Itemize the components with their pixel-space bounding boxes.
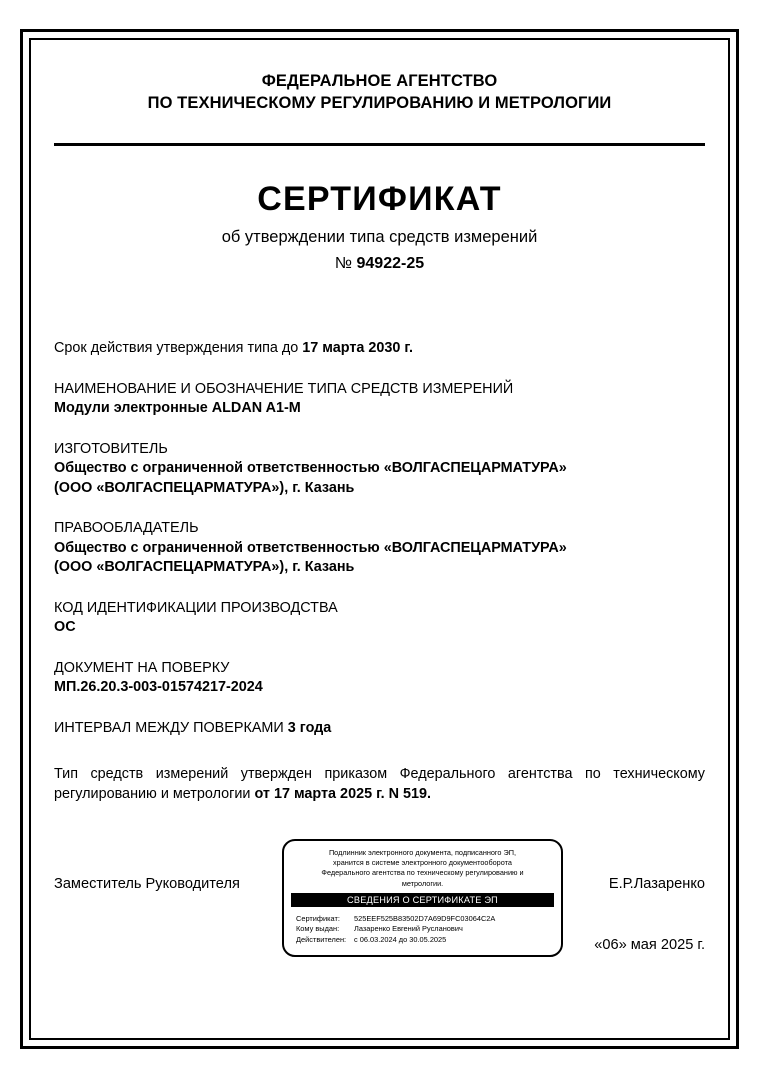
field-verification-document-value: МП.26.20.3-003-01574217-2024	[54, 679, 263, 695]
electronic-signature-stamp	[282, 839, 563, 957]
field-verification-interval-label: ИНТЕРВАЛ МЕЖДУ ПОВЕРКАМИ	[54, 719, 284, 736]
certificate-number-value: 94922-25	[356, 255, 425, 272]
stamp-notice-line4: метрологии.	[401, 878, 444, 888]
stamp-certificate-row	[296, 914, 561, 924]
certificate-content	[54, 45, 705, 1035]
agency-heading	[54, 70, 705, 114]
field-verification-document-label: ДОКУМЕНТ НА ПОВЕРКУ	[54, 659, 230, 676]
field-validity-value: 17 марта 2030 г.	[302, 340, 413, 356]
stamp-notice-line3: Федерального агентства по техническому регулированию и	[321, 868, 524, 878]
stamp-validity-key: Действителен:	[296, 934, 347, 944]
stamp-notice	[294, 848, 551, 889]
field-rights-holder-label: ПРАВООБЛАДАТЕЛЬ	[54, 520, 199, 536]
stamp-issued-to-value: Лазаренко Евгений Русланович	[354, 924, 463, 934]
field-verification-document	[54, 659, 705, 698]
field-production-code-label: КОД ИДЕНТИФИКАЦИИ ПРОИЗВОДСТВА	[54, 599, 338, 616]
field-manufacturer-value-line2: (ООО «ВОЛГАСПЕЦАРМАТУРА»), г. Казань	[54, 479, 355, 496]
stamp-issued-to-row	[296, 924, 561, 934]
field-manufacturer	[54, 440, 705, 499]
signature-row	[54, 837, 705, 957]
certificate-fields	[54, 339, 705, 738]
stamp-banner: СВЕДЕНИЯ О СЕРТИФИКАТЕ ЭП	[291, 893, 554, 907]
stamp-notice-line1: Подлинник электронного документа, подписанного ЭП,	[328, 848, 517, 857]
document-date: «06» мая 2025 г.	[594, 937, 705, 953]
agency-heading-line2: ПО ТЕХНИЧЕСКОМУ РЕГУЛИРОВАНИЮ И МЕТРОЛОГИИ	[147, 94, 612, 112]
stamp-certificate-value: 525EEF525B83502D7A69D9FC03064C2A	[354, 913, 496, 923]
agency-heading-line1: ФЕДЕРАЛЬНОЕ АГЕНТСТВО	[261, 72, 498, 90]
field-name-designation-label: НАИМЕНОВАНИЕ И ОБОЗНАЧЕНИЕ ТИПА СРЕДСТВ ИЗМЕРЕНИЙ	[54, 380, 514, 397]
field-name-designation	[54, 380, 705, 419]
certificate-number-prefix: №	[334, 255, 353, 272]
certificate-title: СЕРТИФИКАТ	[257, 180, 502, 218]
signatory-title: Заместитель Руководителя	[54, 876, 240, 892]
field-rights-holder	[54, 519, 705, 578]
approval-order-reference: от 17 марта 2025 г. N 519.	[254, 786, 432, 802]
stamp-validity-row	[296, 935, 561, 945]
approval-order-paragraph	[54, 764, 705, 804]
field-validity	[54, 339, 705, 359]
field-production-code-value: ОС	[54, 619, 76, 635]
field-rights-holder-value-line2: (ООО «ВОЛГАСПЕЦАРМАТУРА»), г. Казань	[54, 559, 355, 575]
stamp-notice-line2: хранится в системе электронного документооборота	[333, 858, 512, 868]
field-manufacturer-label: ИЗГОТОВИТЕЛЬ	[54, 440, 168, 457]
stamp-issued-to-key: Кому выдан:	[296, 924, 340, 934]
field-validity-label: Срок действия утверждения типа до	[54, 340, 299, 356]
certificate-number	[54, 255, 705, 273]
stamp-certificate-details	[296, 914, 561, 945]
stamp-certificate-key: Сертификат:	[296, 913, 340, 923]
approval-order-text: Тип средств измерений утвержден приказом Федерального агентства по техническому регулированию и метрологии	[54, 766, 705, 802]
signatory-name: Е.Р.Лазаренко	[608, 876, 705, 892]
field-verification-interval	[54, 719, 705, 739]
stamp-validity-value: с 06.03.2024 до 30.05.2025	[354, 934, 447, 944]
certificate-subtitle: об утверждении типа средств измерений	[221, 228, 538, 246]
field-verification-interval-value: 3 года	[287, 719, 332, 736]
field-production-code	[54, 599, 705, 638]
field-rights-holder-value-line1: Общество с ограниченной ответственностью «ВОЛГАСПЕЦАРМАТУРА»	[54, 539, 567, 556]
field-name-designation-value: Модули электронные ALDAN A1-M	[54, 400, 301, 416]
header-divider	[54, 143, 705, 146]
field-manufacturer-value-line1: Общество с ограниченной ответственностью «ВОЛГАСПЕЦАРМАТУРА»	[54, 460, 567, 476]
